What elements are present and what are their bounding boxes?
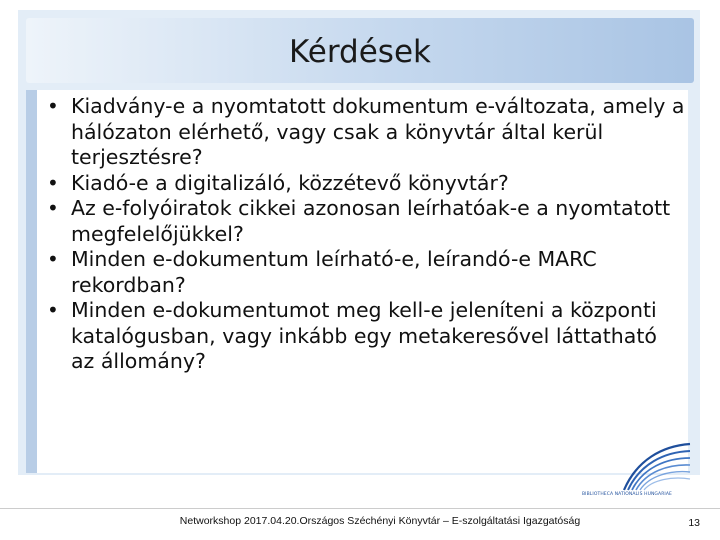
- footer-divider: [0, 508, 720, 509]
- bullet-list: [45, 94, 685, 375]
- library-swoosh-logo-icon: [582, 440, 692, 500]
- slide-title: Kérdések: [289, 34, 431, 70]
- bullet-item: • Minden e-dokumentum leírható-e, leírandó-e MARC rekordban?: [45, 247, 685, 298]
- page-number: 13: [688, 517, 700, 529]
- bullet-item: • Kiadó-e a digitalizáló, közzétevő könyvtár?: [45, 171, 685, 197]
- footer-text: Networkshop 2017.04.20.Országos Széchényi Könyvtár – E-szolgáltatási Igazgatóság: [179, 515, 581, 527]
- bullet-item: • Minden e-dokumentumot meg kell-e jeleníteni a központi katalógusban, vagy inkább egy metakeresővel láttatható az állomány?: [45, 298, 685, 375]
- bullet-item: • Kiadvány-e a nyomtatott dokumentum e-változata, amely a hálózaton elérhető, vagy csak a könyvtár által kerül terjesztésre?: [45, 94, 685, 171]
- logo-text: BIBLIOTHECA NATIONALIS HUNGARIAE: [582, 492, 672, 497]
- bullet-item: • Az e-folyóiratok cikkei azonosan leírhatóak-e a nyomtatott megfelelőjükkel?: [45, 196, 685, 247]
- content-left-strip: [26, 90, 37, 473]
